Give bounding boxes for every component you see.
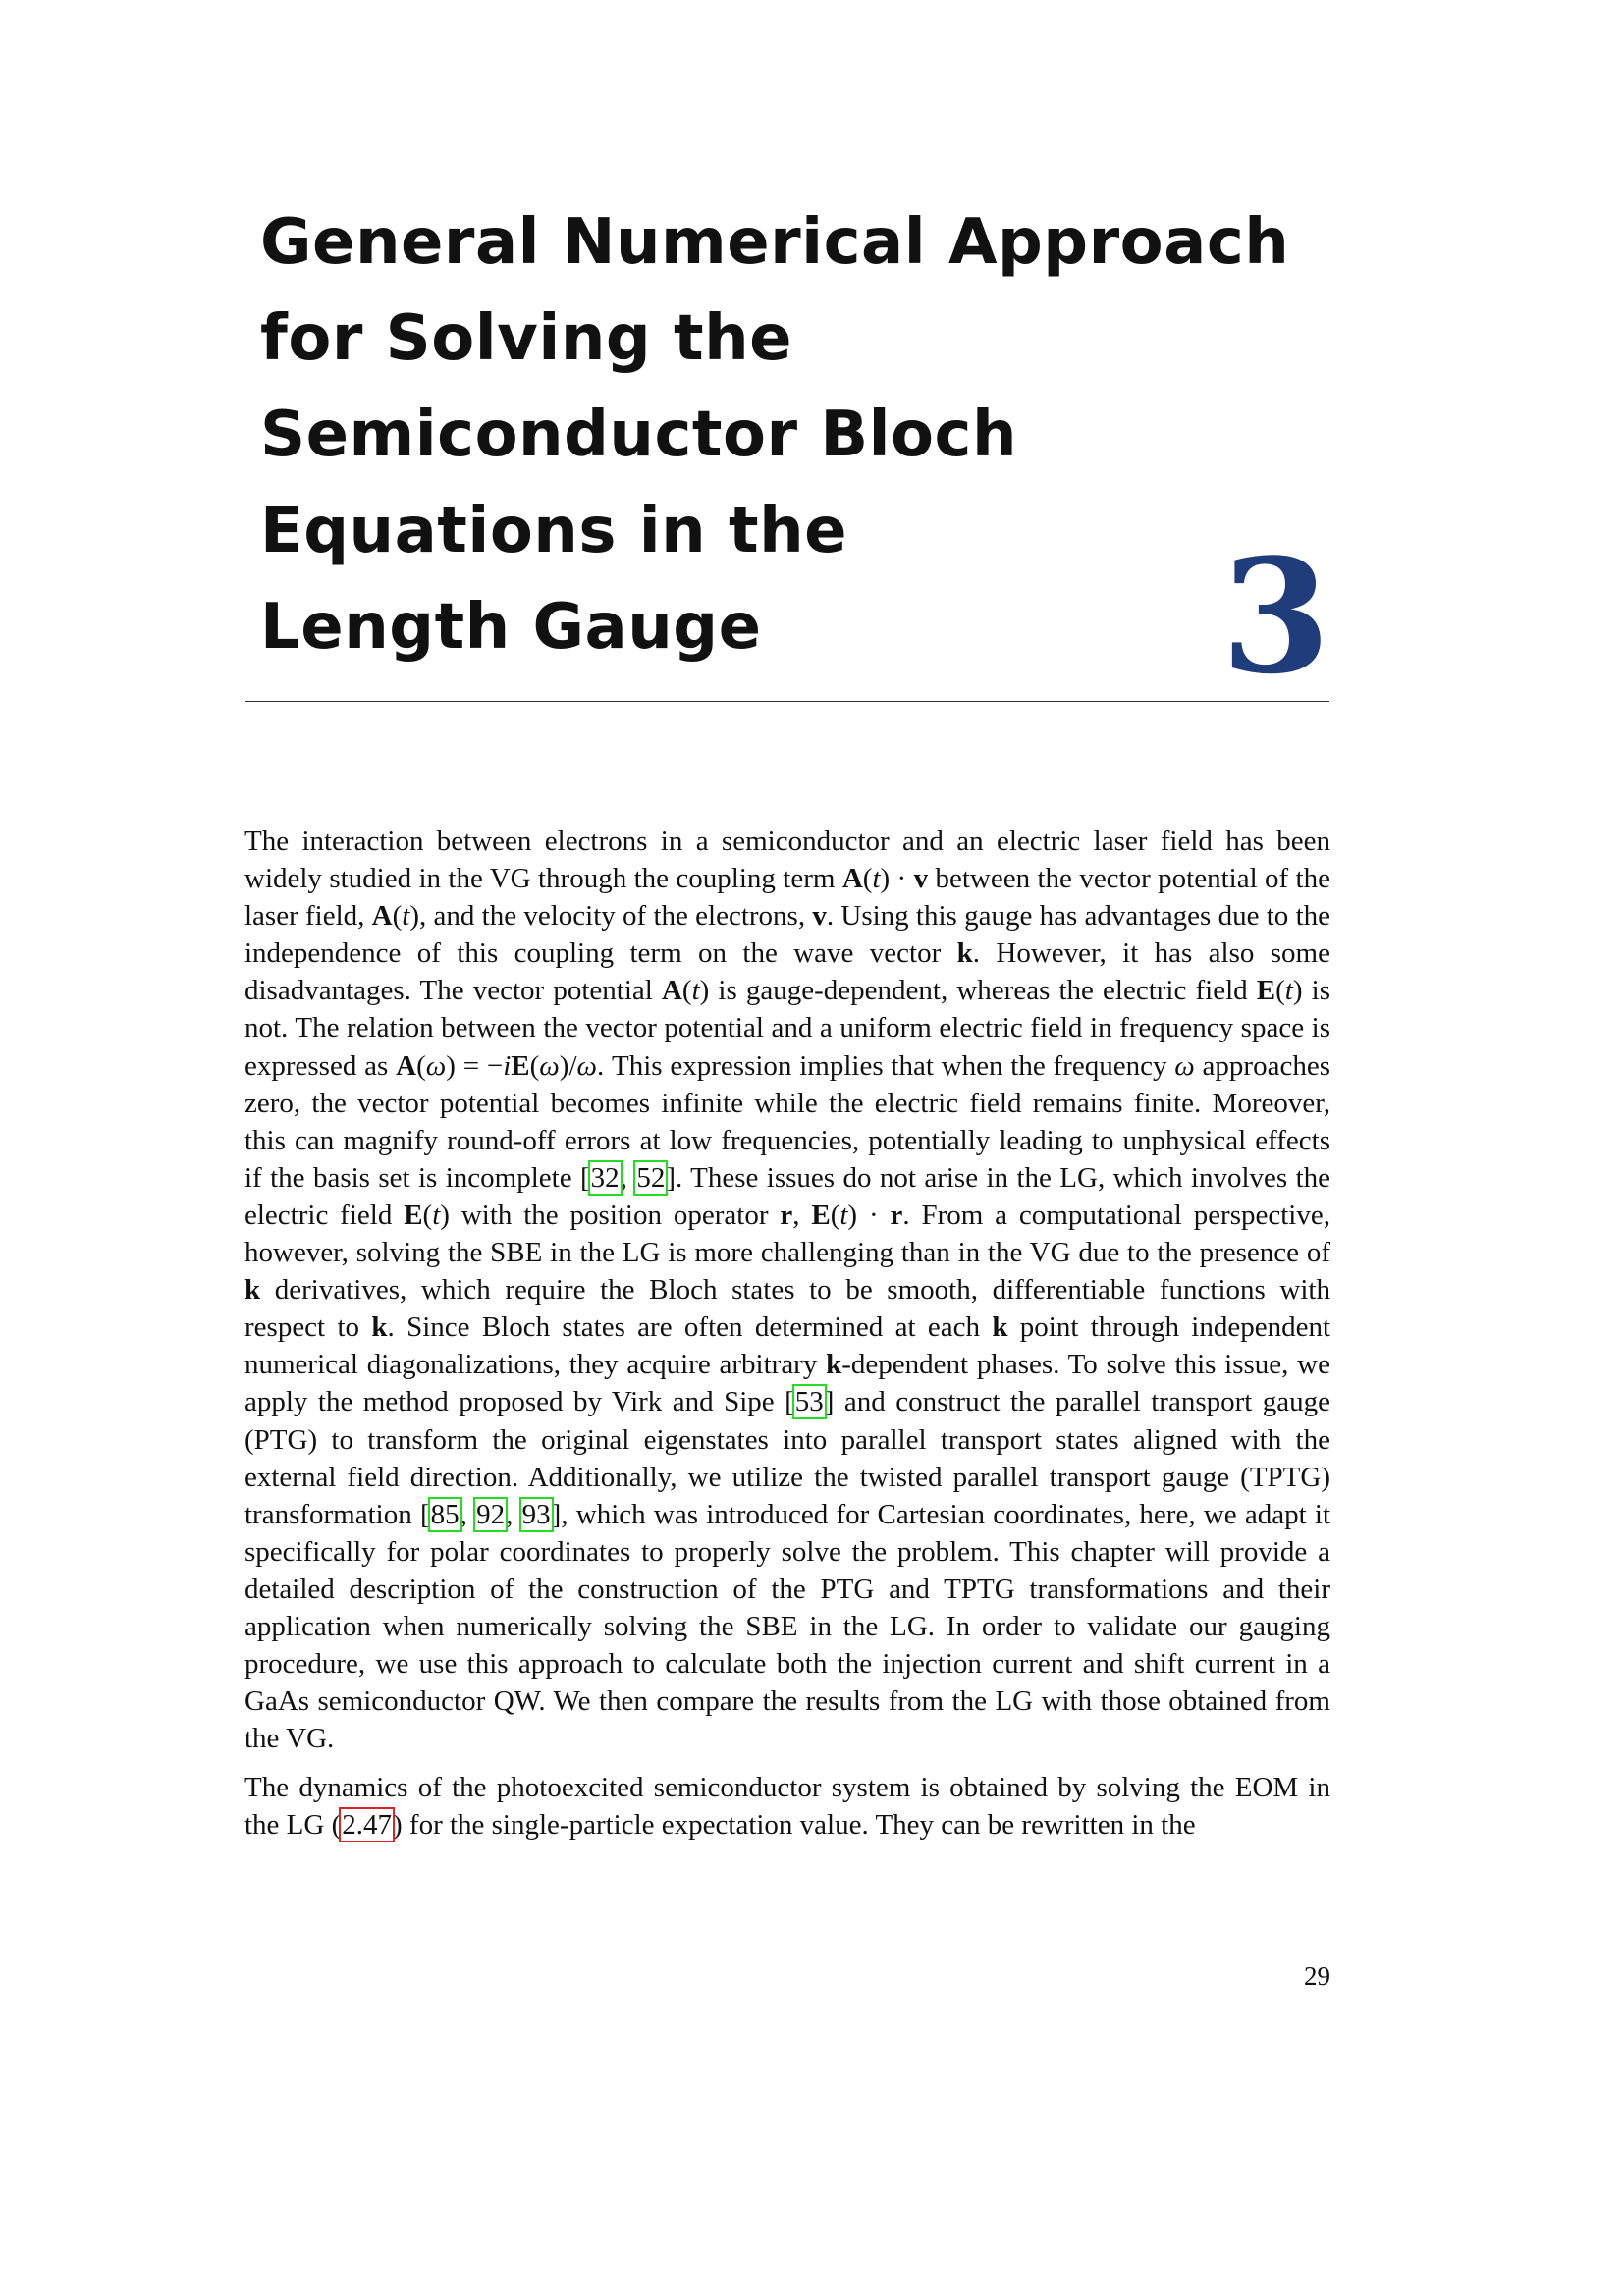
paragraph-1: The interaction between electrons in a semiconductor and an electric laser field has been widely studied in the VG through the coupling term A(t) · v between the vector potential of the laser field, A(t), and the velocity of the electrons, v. Using this gauge has advantages due to the independence of this coupling term on the wave vector k. However, it has also some disadvantages. The vector potential A(t) is gauge-dependent, whereas the electric field E(t) is not. The relation between the vector potential and a uniform electric field in frequency space is expressed as A(ω) = −iE(ω)/ω. This expression implies that when the frequency ω approaches zero, the vector potential becomes infinite while the electric field remains finite. Moreover, this can magnify round-off errors at low frequencies, potentially leading to unphysical effects if the basis set is incomplete [32, 52]. These issues do not arise in the LG, which involves the electric field E(t) with the position operator r, E(t) · r. From a computational perspective, however, solving the SBE in the LG is more challenging than in the VG due to the presence of k derivatives, which require the Bloch states to be smooth, differentiable functions with respect to k. Since Bloch states are often determined at each k point through independent numerical diagonalizations, they acquire arbitrary k-dependent phases. To solve this issue, we apply the method proposed by Virk and Sipe [53] and construct the parallel transport gauge (PTG) to transform the original eigenstates into parallel transport states aligned with the external field direction. Additionally, we utilize the twisted parallel transport gauge (TPTG) transformation [85, 92, 93], which was introduced for Cartesian coordinates, here, we adapt it specifically for polar coordinates to properly solve the problem. This chapter will provide a detailed description of the construction of the PTG and TPTG transformations and their application when numerically solving the SBE in the LG. In order to validate our gauging procedure, we use this approach to calculate both the injection current and shift current in a GaAs semiconductor QW. We then compare the results from the LG with those obtained from the VG. [244, 826, 1331, 1755]
body-text [244, 823, 1330, 1856]
chapter-title-line: for Solving the [260, 302, 793, 375]
chapter-title-line: Equations in the [260, 495, 848, 567]
citation-link[interactable]: 92 [476, 1498, 506, 1530]
chapter-title [260, 194, 1290, 675]
title-divider [245, 701, 1329, 702]
chapter-title-line: Length Gauge [260, 591, 762, 664]
chapter-number: 3 [1220, 524, 1330, 709]
citation-link[interactable]: 52 [636, 1161, 666, 1194]
citation-link[interactable]: 85 [430, 1498, 460, 1530]
page-number: 29 [1304, 1961, 1330, 1991]
citation-link[interactable]: 93 [521, 1498, 551, 1530]
chapter-title-line: General Numerical Approach [260, 206, 1290, 279]
paragraph-2: The dynamics of the photoexcited semiconductor system is obtained by solving the EOM in the LG (2.47) for the single-particle expectation value. They can be rewritten in the [244, 1772, 1330, 1842]
citation-link[interactable]: 32 [590, 1161, 620, 1194]
citation-link[interactable]: 53 [794, 1386, 824, 1418]
equation-reference-link[interactable]: 2.47 [342, 1809, 392, 1842]
chapter-title-line: Semiconductor Bloch [260, 399, 1017, 471]
